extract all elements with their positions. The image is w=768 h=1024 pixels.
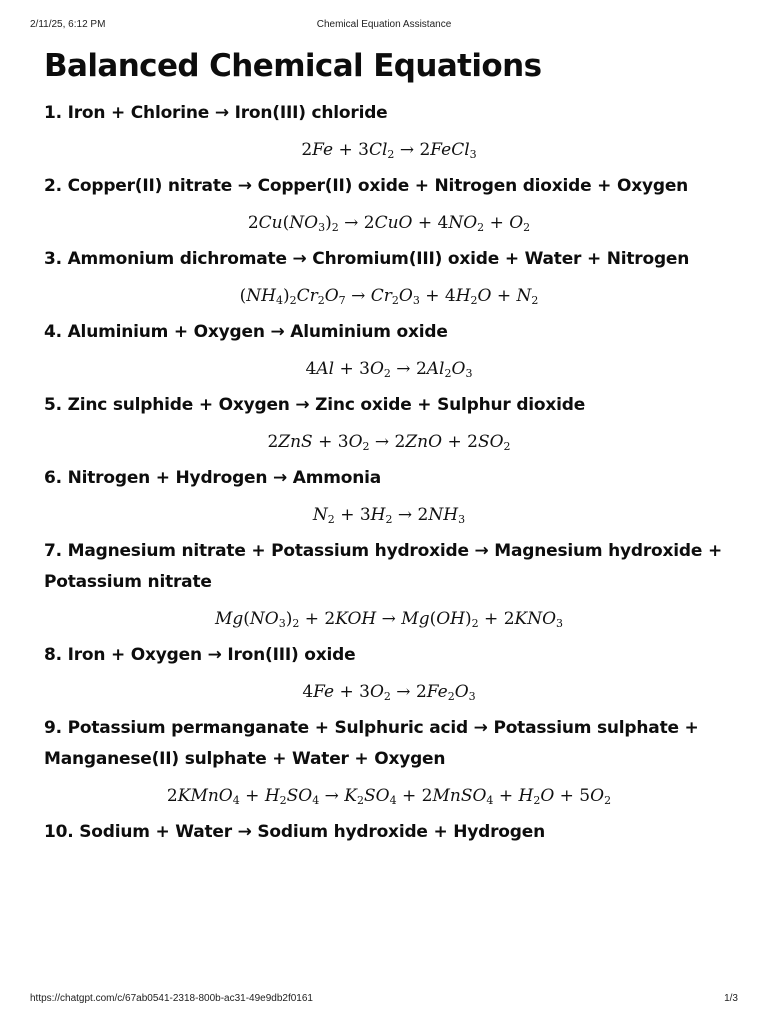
equation-item [44,98,734,161]
equation-title: 5. Zinc sulphide + Oxygen → Zinc oxide + Sulphur dioxide [44,395,586,415]
equation-formula: $2Cu(NO_3)_2 \to 2CuO + 4NO_2 + O_2$ [247,213,531,234]
equation-title: 9. Potassium permanganate + Sulphuric acid → Potassium sulphate + Manganese(II) sulphate + Water + Oxygen [44,718,699,769]
equation-item [44,244,734,307]
equation-formula: $Mg(NO_3)_2 + 2KOH \to Mg(OH)_2 + 2KNO_3$ [214,609,564,630]
print-url[interactable]: https://chatgpt.com/c/67ab0541-2318-800b-ac31-49e9db2f0161 [30,993,313,1004]
equation-item [44,640,734,703]
equation-title: 3. Ammonium dichromate → Chromium(III) oxide + Water + Nitrogen [44,249,690,269]
equation-formula: $N_2 + 3H_2 \to 2NH_3$ [312,505,466,526]
equation-title: 6. Nitrogen + Hydrogen → Ammonia [44,468,382,488]
equation-title: 4. Aluminium + Oxygen → Aluminium oxide [44,322,448,342]
equation-title: 10. Sodium + Water → Sodium hydroxide + Hydrogen [44,822,545,842]
equation-item [44,536,734,630]
equation-formula: $2ZnS + 3O_2 \to 2ZnO + 2SO_2$ [267,432,511,453]
equation-formula: $2Fe + 3Cl_2$ → 2FeCl$_3$ [301,140,477,161]
equation-item [44,713,734,807]
equation-item [44,463,734,526]
equation-item [44,817,734,848]
equation-title: 7. Magnesium nitrate + Potassium hydroxide → Magnesium hydroxide + Potassium nitrate [44,541,722,592]
print-datetime: 2/11/25, 6:12 PM [30,19,106,30]
equation-formula: $4Fe + 3O_2 \to 2Fe_2O_3$ [302,682,476,703]
equation-title: 8. Iron + Oxygen → Iron(III) oxide [44,645,356,665]
equation-formula: 2KMnO$_4$ + $H_2SO_4 \to K_2SO_4$ + 2MnSO$_4$ + $H_2O + 5O_2$ [166,786,612,807]
print-footer [0,993,768,1007]
page-title: Balanced Chemical Equations [44,48,542,84]
document-body [44,44,734,852]
equation-item [44,171,734,234]
equation-title: 1. Iron + Chlorine → Iron(III) chloride [44,103,388,123]
page-number: 1/3 [724,993,738,1004]
print-header [0,19,768,33]
equation-item [44,390,734,453]
equation-formula: $(NH_4)_2Cr_2O_7 \to Cr_2O_3 + 4H_2O + N_2$ [239,286,539,307]
equation-item [44,317,734,380]
equation-list [44,98,734,848]
equation-title: 2. Copper(II) nitrate → Copper(II) oxide + Nitrogen dioxide + Oxygen [44,176,689,196]
print-title: Chemical Equation Assistance [316,19,452,30]
equation-formula: $4Al + 3O_2 \to 2Al_2O_3$ [305,359,473,380]
